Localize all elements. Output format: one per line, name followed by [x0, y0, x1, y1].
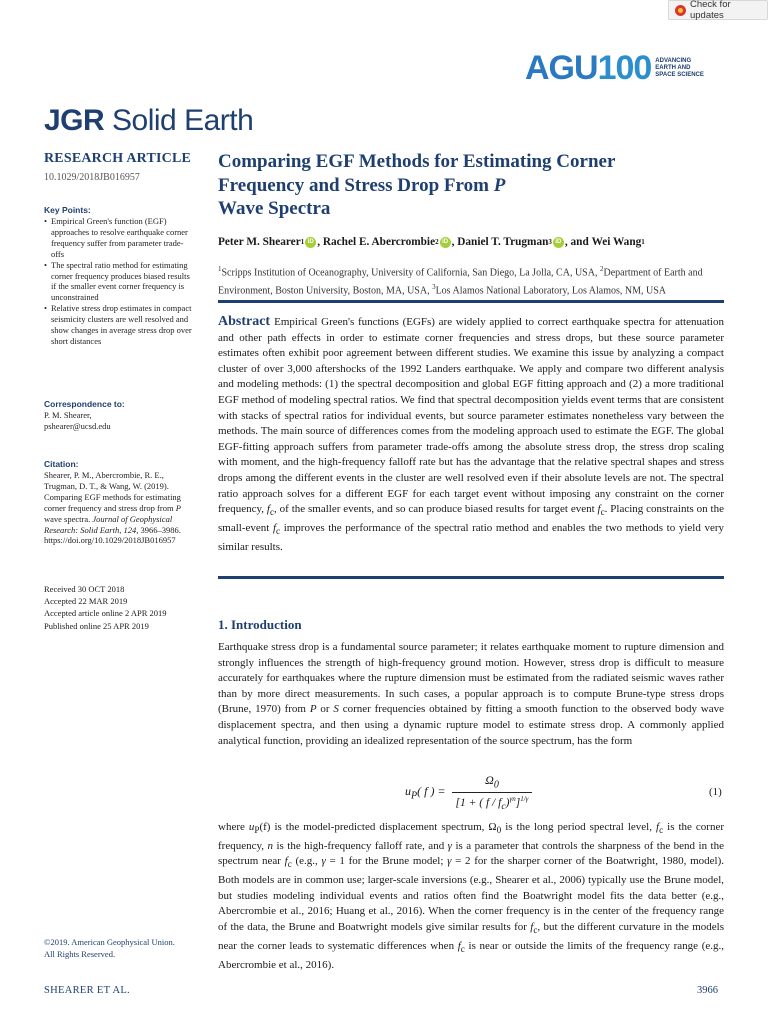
- orcid-icon[interactable]: iD: [440, 237, 451, 248]
- article-type: RESEARCH ARTICLE: [44, 151, 192, 166]
- key-point: • Relative stress drop estimates in compact seismicity clusters are well resolved and show changes in average stress drop over short distances: [44, 303, 192, 347]
- correspondence-email[interactable]: pshearer@ucsd.edu: [44, 420, 111, 431]
- logo-100: 100: [597, 48, 652, 87]
- key-point: • The spectral ratio method for estimating corner frequency produces biased results if the smaller event corner frequency is unconstrained: [44, 260, 192, 304]
- article-title: Comparing EGF Methods for Estimating Corner Frequency and Stress Drop From P Wave Spectra: [218, 151, 616, 219]
- publication-dates: Received 30 OCT 2018 Accepted 22 MAR 2019 Accepted article online 2 APR 2019 Published online 25 APR 2019: [44, 584, 167, 631]
- orcid-icon[interactable]: iD: [553, 237, 564, 248]
- correspondence: P. M. Shearer, pshearer@ucsd.edu: [44, 410, 111, 431]
- author-list: Peter M. Shearer 1 iD , Rachel E. Abercrombie 2 iD , Daniel T. Trugman 3 iD , and Wei Wang 1: [218, 236, 645, 248]
- section-heading: 1. Introduction: [218, 617, 302, 632]
- author-name[interactable]: Daniel T. Trugman: [457, 236, 549, 248]
- abstract-label: Abstract: [218, 314, 271, 329]
- doi[interactable]: 10.1029/2018JB016957: [44, 172, 140, 183]
- equation-number: (1): [709, 786, 722, 798]
- journal-title: JGR Solid Earth: [44, 104, 254, 137]
- page-number: 3966: [697, 985, 718, 996]
- affiliations: $^1$Scripps Institution of Oceanography, University of California, San Diego, La Jolla, CA, USA, $^2$Department of Earth and Environment, Boston University, Boston, MA, USA, $^3$Los Alamos National Laboratory, Los Alamos, NM, USA: [218, 265, 703, 297]
- abstract: Abstract Empirical Green's functions (EGFs) are widely applied to correct earthquake spectra for attenuation and other path effects in order to estimate corner frequencies and stress drops, but these source parameter estimates often exhibit poor agreement between different studies. We examine this issue by analyzing a compact cluster of over 3,000 aftershocks of the 1992 Landers earthquake. We apply and compare two different analysis and modeling methods: (1) the spectral decomposition and global EGF fitting approach and (2) a more traditional EGF method of modeling spectral ratios. We find that spectral decomposition yields event terms that are consistent with stacks of spectral ratios for individual events, but source parameter estimates nonetheless vary between the methods. The main source of differences comes from the modeling approach used to estimate the EGF. The global EGF-fitting approach suffers from parameter trade-offs among the absolute stress drop, the stress drop scaling with moment, and the high-frequency falloff rate but has the advantage that the relative spectral shapes and stress drops among the different events in the cluster are well resolved even if their absolute levels are not. The spectral ratio approach solves for a different EGF for each target event without imposing any constraint on the corner frequency, $f_c$, of the smaller events, and so can produce biased results for target event $f_c$. Placing constraints on the small-event $f_c$ improves the performance of the spectral ratio method and enables the two methods to yield very similar results.: [218, 314, 724, 553]
- check-for-updates-button[interactable]: [668, 0, 768, 20]
- correspondence-heading: Correspondence to:: [44, 399, 125, 409]
- crossmark-icon: [675, 5, 686, 16]
- check-for-updates-label: Check for updates: [689, 0, 731, 21]
- citation: Shearer, P. M., Abercrombie, R. E., Trugman, D. T., & Wang, W. (2019). Comparing EGF methods for estimating corner frequency and stress drop from P wave spectra. Journal of Geophysical Research: Solid Earth, 124, 3966–3986. https://doi.org/10.1029/2018JB016957: [44, 470, 181, 546]
- citation-heading: Citation:: [44, 459, 79, 469]
- key-points-list: [44, 216, 192, 347]
- orcid-icon[interactable]: iD: [305, 237, 316, 248]
- citation-doi-link[interactable]: 3966–3986. https://doi.org/10.1029/2018JB016957: [44, 524, 181, 546]
- author-name[interactable]: Rachel E. Abercrombie: [322, 236, 436, 248]
- paragraph: where $u_P(f)$ is the model-predicted displacement spectrum, $\Omega_0$ is the long period spectral level, $f_c$ is the corner frequency, n is the high-frequency falloff rate, and γ is a parameter that controls the sharpness of the bend in the spectrum near $f_c$ (e.g., γ = 1 for the Brune model; γ = 2 for the sharper corner of the Boatwright, 1980, model). Both models are in common use; larger-scale inversions (e.g., Shearer et al., 2006) typically use the Brune model, but studies modeling individual events and ratios often find the Boatwright model fits the data better (e.g., Abercrombie et al., 2016; Huang et al., 2016). When the corner frequency is in the center of the frequency range of the data, the Brune and Boatwright models give similar results for $f_c$, but the different curvature in the models near the corner leads to systematic differences when $f_c$ is near or outside the limits of the frequency range (e.g., Abercrombie et al., 2016).: [218, 821, 725, 971]
- agu100-logo: [525, 48, 705, 88]
- key-points-heading: Key Points:: [44, 205, 91, 215]
- key-point: • Empirical Green's function (EGF) approaches to resolve earthquake corner frequency suffer from parameter trade-offs: [44, 216, 192, 260]
- author-name[interactable]: Peter M. Shearer: [218, 236, 301, 248]
- copyright: ©2019. American Geophysical Union. All Rights Reserved.: [44, 937, 175, 959]
- divider: [218, 300, 724, 303]
- logo-tagline: ADVANCING EARTH AND SPACE SCIENCE: [655, 57, 704, 78]
- paragraph: Earthquake stress drop is a fundamental source parameter; it relates earthquake moment to rupture dimension and strongly influences the strength of high-frequency ground motion. However, stress drop is difficult to measure accurately for earthquakes where the rupture dimension must be estimated from the radiated seismic waves rather than by more direct measurements. In such cases, a popular approach is to compute Brune-type stress drops (Brune, 1970) from P or S corner frequencies obtained by fitting a smooth function to the observed body wave displacement spectra, and then using a dynamic rupture model to estimate stress drop. A commonly applied analytical function, providing an idealized representation of the source spectrum, has the form: [218, 641, 724, 747]
- logo-agu: AGU: [525, 48, 598, 87]
- equation: $u_P$( f ) = $\frac{\Omega_0}{[1 + ( f / f_c)^{\gamma n}]^{1/\gamma}}$: [405, 773, 532, 813]
- footer-authors: SHEARER ET AL.: [44, 985, 130, 996]
- author-name[interactable]: Wei Wang: [591, 236, 642, 248]
- divider: [218, 576, 724, 579]
- equation-fraction: $\frac{\Omega_0}{[1 + ( f / f_c)^{\gamma n}]^{1/\gamma}}$: [452, 773, 533, 813]
